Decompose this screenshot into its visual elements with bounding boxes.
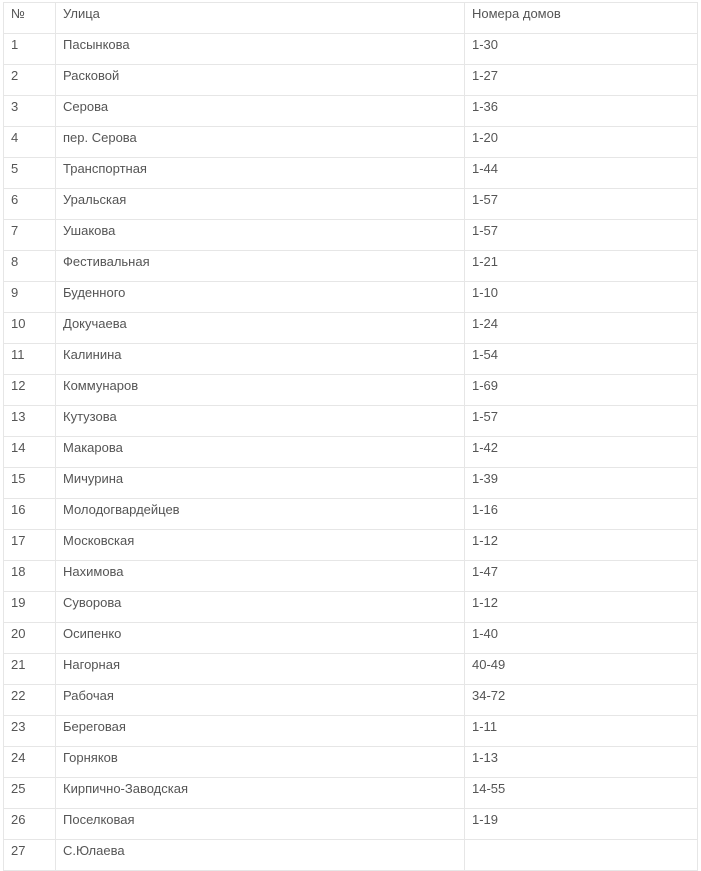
street-name-cell: Серова	[56, 96, 465, 127]
street-name-cell: Кирпично-Заводская	[56, 778, 465, 809]
table-row	[4, 530, 698, 561]
table-row	[4, 716, 698, 747]
table-row	[4, 654, 698, 685]
house-numbers-cell: 1-24	[465, 313, 698, 344]
house-numbers-cell: 1-54	[465, 344, 698, 375]
house-numbers-cell: 1-40	[465, 623, 698, 654]
street-name-cell: Докучаева	[56, 313, 465, 344]
table-row	[4, 313, 698, 344]
table-row	[4, 127, 698, 158]
house-numbers-cell: 1-57	[465, 220, 698, 251]
house-numbers-cell: 14-55	[465, 778, 698, 809]
row-number-cell: 8	[4, 251, 56, 282]
house-numbers-cell: 1-19	[465, 809, 698, 840]
street-name-cell: Суворова	[56, 592, 465, 623]
row-number-cell: 3	[4, 96, 56, 127]
header-houses: Номера домов	[465, 3, 698, 34]
row-number-cell: 22	[4, 685, 56, 716]
row-number-cell: 14	[4, 437, 56, 468]
row-number-cell: 9	[4, 282, 56, 313]
house-numbers-cell: 1-27	[465, 65, 698, 96]
row-number-cell: 24	[4, 747, 56, 778]
house-numbers-cell: 1-21	[465, 251, 698, 282]
table-row	[4, 468, 698, 499]
street-name-cell: Московская	[56, 530, 465, 561]
street-name-cell: Транспортная	[56, 158, 465, 189]
row-number-cell: 27	[4, 840, 56, 871]
row-number-cell: 15	[4, 468, 56, 499]
table-row	[4, 809, 698, 840]
house-numbers-cell: 1-16	[465, 499, 698, 530]
row-number-cell: 20	[4, 623, 56, 654]
street-name-cell: С.Юлаева	[56, 840, 465, 871]
table-row	[4, 251, 698, 282]
table-row	[4, 65, 698, 96]
header-street: Улица	[56, 3, 465, 34]
table-row	[4, 34, 698, 65]
table-row	[4, 189, 698, 220]
house-numbers-cell: 1-57	[465, 406, 698, 437]
table-row	[4, 623, 698, 654]
table-row	[4, 406, 698, 437]
row-number-cell: 2	[4, 65, 56, 96]
street-name-cell: Рабочая	[56, 685, 465, 716]
house-numbers-cell: 40-49	[465, 654, 698, 685]
street-name-cell: Нагорная	[56, 654, 465, 685]
house-numbers-cell: 1-44	[465, 158, 698, 189]
house-numbers-cell: 1-11	[465, 716, 698, 747]
street-name-cell: Расковой	[56, 65, 465, 96]
street-name-cell: Береговая	[56, 716, 465, 747]
row-number-cell: 21	[4, 654, 56, 685]
row-number-cell: 25	[4, 778, 56, 809]
street-name-cell: Мичурина	[56, 468, 465, 499]
house-numbers-cell: 1-36	[465, 96, 698, 127]
table-row	[4, 375, 698, 406]
row-number-cell: 4	[4, 127, 56, 158]
row-number-cell: 5	[4, 158, 56, 189]
house-numbers-cell: 1-13	[465, 747, 698, 778]
table-row	[4, 747, 698, 778]
row-number-cell: 7	[4, 220, 56, 251]
row-number-cell: 10	[4, 313, 56, 344]
house-numbers-cell: 34-72	[465, 685, 698, 716]
row-number-cell: 17	[4, 530, 56, 561]
row-number-cell: 19	[4, 592, 56, 623]
house-numbers-cell: 1-12	[465, 592, 698, 623]
row-number-cell: 18	[4, 561, 56, 592]
row-number-cell: 26	[4, 809, 56, 840]
table-row	[4, 778, 698, 809]
house-numbers-cell: 1-30	[465, 34, 698, 65]
table-row	[4, 344, 698, 375]
table-header	[4, 3, 698, 34]
table-row	[4, 158, 698, 189]
header-number: №	[4, 3, 56, 34]
street-name-cell: Нахимова	[56, 561, 465, 592]
table-body	[4, 34, 698, 871]
house-numbers-cell: 1-69	[465, 375, 698, 406]
street-name-cell: Молодогвардейцев	[56, 499, 465, 530]
street-name-cell: Буденного	[56, 282, 465, 313]
house-numbers-cell	[465, 840, 698, 871]
row-number-cell: 12	[4, 375, 56, 406]
street-name-cell: пер. Серова	[56, 127, 465, 158]
row-number-cell: 16	[4, 499, 56, 530]
row-number-cell: 11	[4, 344, 56, 375]
header-row	[4, 3, 698, 34]
street-name-cell: Калинина	[56, 344, 465, 375]
street-name-cell: Кутузова	[56, 406, 465, 437]
row-number-cell: 23	[4, 716, 56, 747]
street-name-cell: Осипенко	[56, 623, 465, 654]
street-name-cell: Фестивальная	[56, 251, 465, 282]
house-numbers-cell: 1-39	[465, 468, 698, 499]
house-numbers-cell: 1-12	[465, 530, 698, 561]
streets-table-container	[3, 2, 698, 871]
row-number-cell: 13	[4, 406, 56, 437]
house-numbers-cell: 1-42	[465, 437, 698, 468]
table-row	[4, 282, 698, 313]
table-row	[4, 685, 698, 716]
street-name-cell: Коммунаров	[56, 375, 465, 406]
table-row	[4, 96, 698, 127]
row-number-cell: 6	[4, 189, 56, 220]
table-row	[4, 840, 698, 871]
street-name-cell: Ушакова	[56, 220, 465, 251]
street-name-cell: Уральская	[56, 189, 465, 220]
table-row	[4, 499, 698, 530]
table-row	[4, 437, 698, 468]
street-name-cell: Пасынкова	[56, 34, 465, 65]
table-row	[4, 592, 698, 623]
house-numbers-cell: 1-57	[465, 189, 698, 220]
street-name-cell: Поселковая	[56, 809, 465, 840]
table-row	[4, 220, 698, 251]
table-row	[4, 561, 698, 592]
street-name-cell: Макарова	[56, 437, 465, 468]
streets-table	[3, 2, 698, 871]
street-name-cell: Горняков	[56, 747, 465, 778]
house-numbers-cell: 1-47	[465, 561, 698, 592]
house-numbers-cell: 1-20	[465, 127, 698, 158]
row-number-cell: 1	[4, 34, 56, 65]
house-numbers-cell: 1-10	[465, 282, 698, 313]
